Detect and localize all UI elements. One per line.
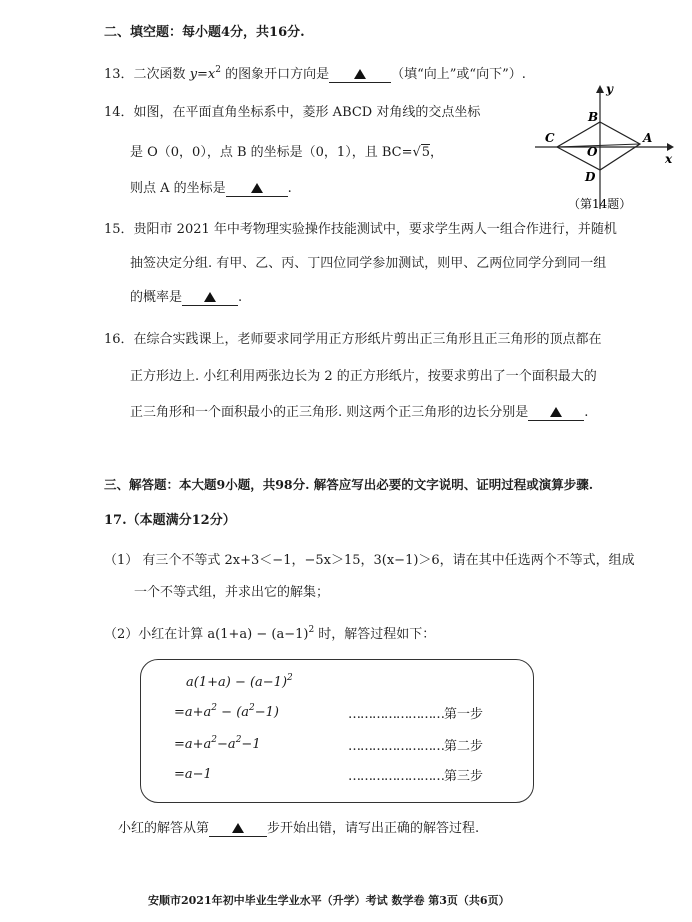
answer-triangle-icon [550, 407, 562, 417]
step3-label: 第三步 [444, 769, 484, 784]
q15-line3-text: 的概率是 [130, 290, 183, 305]
q16-line2: 正方形边上. 小红利用两张边长为 2 的正方形纸片，按要求剪出了一个面积最大的 [130, 369, 597, 384]
q13 [104, 66, 526, 84]
figure-caption: （第14题） [568, 197, 632, 211]
step1-row: ……………………第一步 [348, 707, 484, 722]
q14-line3: 则点 A 的坐标是 . [130, 181, 292, 196]
step3-row: ……………………第三步 [348, 769, 484, 784]
expr-3: =a−1 [174, 767, 212, 782]
x-axis-arrow-icon [667, 143, 674, 151]
answer-blank-15[interactable] [182, 291, 238, 306]
rhombus-figure [535, 84, 675, 214]
q17-title: 17.（本题满分12分） [104, 513, 236, 528]
answer-triangle-icon [232, 823, 244, 833]
q17-part2-a: （2）小红在计算 a(1+a) − (a−1) [104, 627, 309, 642]
answer-blank-17[interactable] [209, 822, 267, 837]
step2-row: ……………………第二步 [348, 739, 484, 754]
q17-part2-b: 时，解答过程如下： [314, 627, 436, 642]
q14-line3-text: 则点 A 的坐标是 [130, 181, 226, 196]
section3-heading: 三、解答题：本大题9小题，共98分. 解答应写出必要的文字说明、证明过程或演算步骤. [104, 477, 594, 492]
q13-tail: （填“向上”或“向下”）. [391, 67, 526, 82]
label-o: O [587, 145, 598, 159]
page-footer: 安顺市2021年初中毕业生学业水平（升学）考试 数学卷 第3页（共6页） [148, 894, 510, 907]
answer-triangle-icon [354, 69, 366, 79]
q14-line1: 14．如图，在平面直角坐标系中，菱形 ABCD 对角线的交点坐标 [104, 105, 481, 120]
step2-label: 第二步 [444, 739, 484, 754]
label-c: C [545, 131, 555, 145]
q15-line2: 抽签决定分组. 有甲、乙、丙、丁四位同学参加测试，则甲、乙两位同学分到同一组 [130, 256, 607, 271]
q14-line2a: 是 O（0，0），点 B 的坐标是（0，1），且 BC= [130, 145, 413, 160]
label-d: D [585, 170, 596, 184]
answer-blank-14[interactable] [226, 182, 288, 197]
q14-line2b: ， [430, 145, 444, 160]
label-y: y [606, 84, 613, 96]
q13-func: y=x [189, 67, 216, 82]
q17-part1-line2: 一个不等式组，并求出它的解集； [134, 585, 330, 600]
label-b: B [588, 110, 599, 124]
q17-part1-line1: （1） 有三个不等式 2x+3＜−1，−5x＞15，3(x−1)＞6，请在其中任选两个不等式，组成 [104, 553, 635, 568]
q14-radicand: 5 [421, 145, 431, 160]
expr-1: $=a+a^2 - (a^2-1)$ [174, 703, 279, 720]
q16-line1: 16．在综合实践课上，老师要求同学用正方形纸片剪出正三角形且正三角形的顶点都在 [104, 332, 602, 347]
expr-2: $=a+a^2-a^2-1$ [174, 735, 261, 752]
q15-line1: 15．贵阳市 2021 年中考物理实验操作技能测试中，要求学生两人一组合作进行，并随机 [104, 222, 617, 237]
answer-blank-13[interactable] [329, 68, 391, 83]
q16-line3: 正三角形和一个面积最小的正三角形. 则这两个正三角形的边长分别是 . [130, 405, 589, 420]
label-x: x [665, 152, 673, 166]
answer-blank-16[interactable] [528, 406, 584, 421]
q14-line2: 是 O（0，0），点 B 的坐标是（0，1），且 BC=√5， [130, 145, 444, 160]
y-axis-arrow-icon [596, 85, 604, 93]
q15-line3: 的概率是 . [130, 290, 243, 305]
section2-heading: 二、填空题：每小题4分，共16分. [104, 25, 305, 40]
q17-part2: （2）小红在计算 $a(1+a) - (a-1)^2$ 时，解答过程如下： [104, 625, 436, 642]
answer-triangle-icon [204, 292, 216, 302]
q17-conclusion: 小红的解答从第 步开始出错，请写出正确的解答过程. [118, 821, 480, 836]
q13-exp: 2 [215, 65, 221, 75]
answer-triangle-icon [251, 183, 263, 193]
q13-text-after: 的图象开口方向是 [221, 67, 330, 82]
label-a: A [643, 131, 653, 145]
step1-label: 第一步 [444, 707, 484, 722]
q16-line3-text: 正三角形和一个面积最小的正三角形. 则这两个正三角形的边长分别是 [130, 405, 529, 420]
q13-text-before: 13．二次函数 [104, 67, 190, 82]
expr-0: $a(1+a) - (a-1)^2$ [186, 673, 293, 690]
